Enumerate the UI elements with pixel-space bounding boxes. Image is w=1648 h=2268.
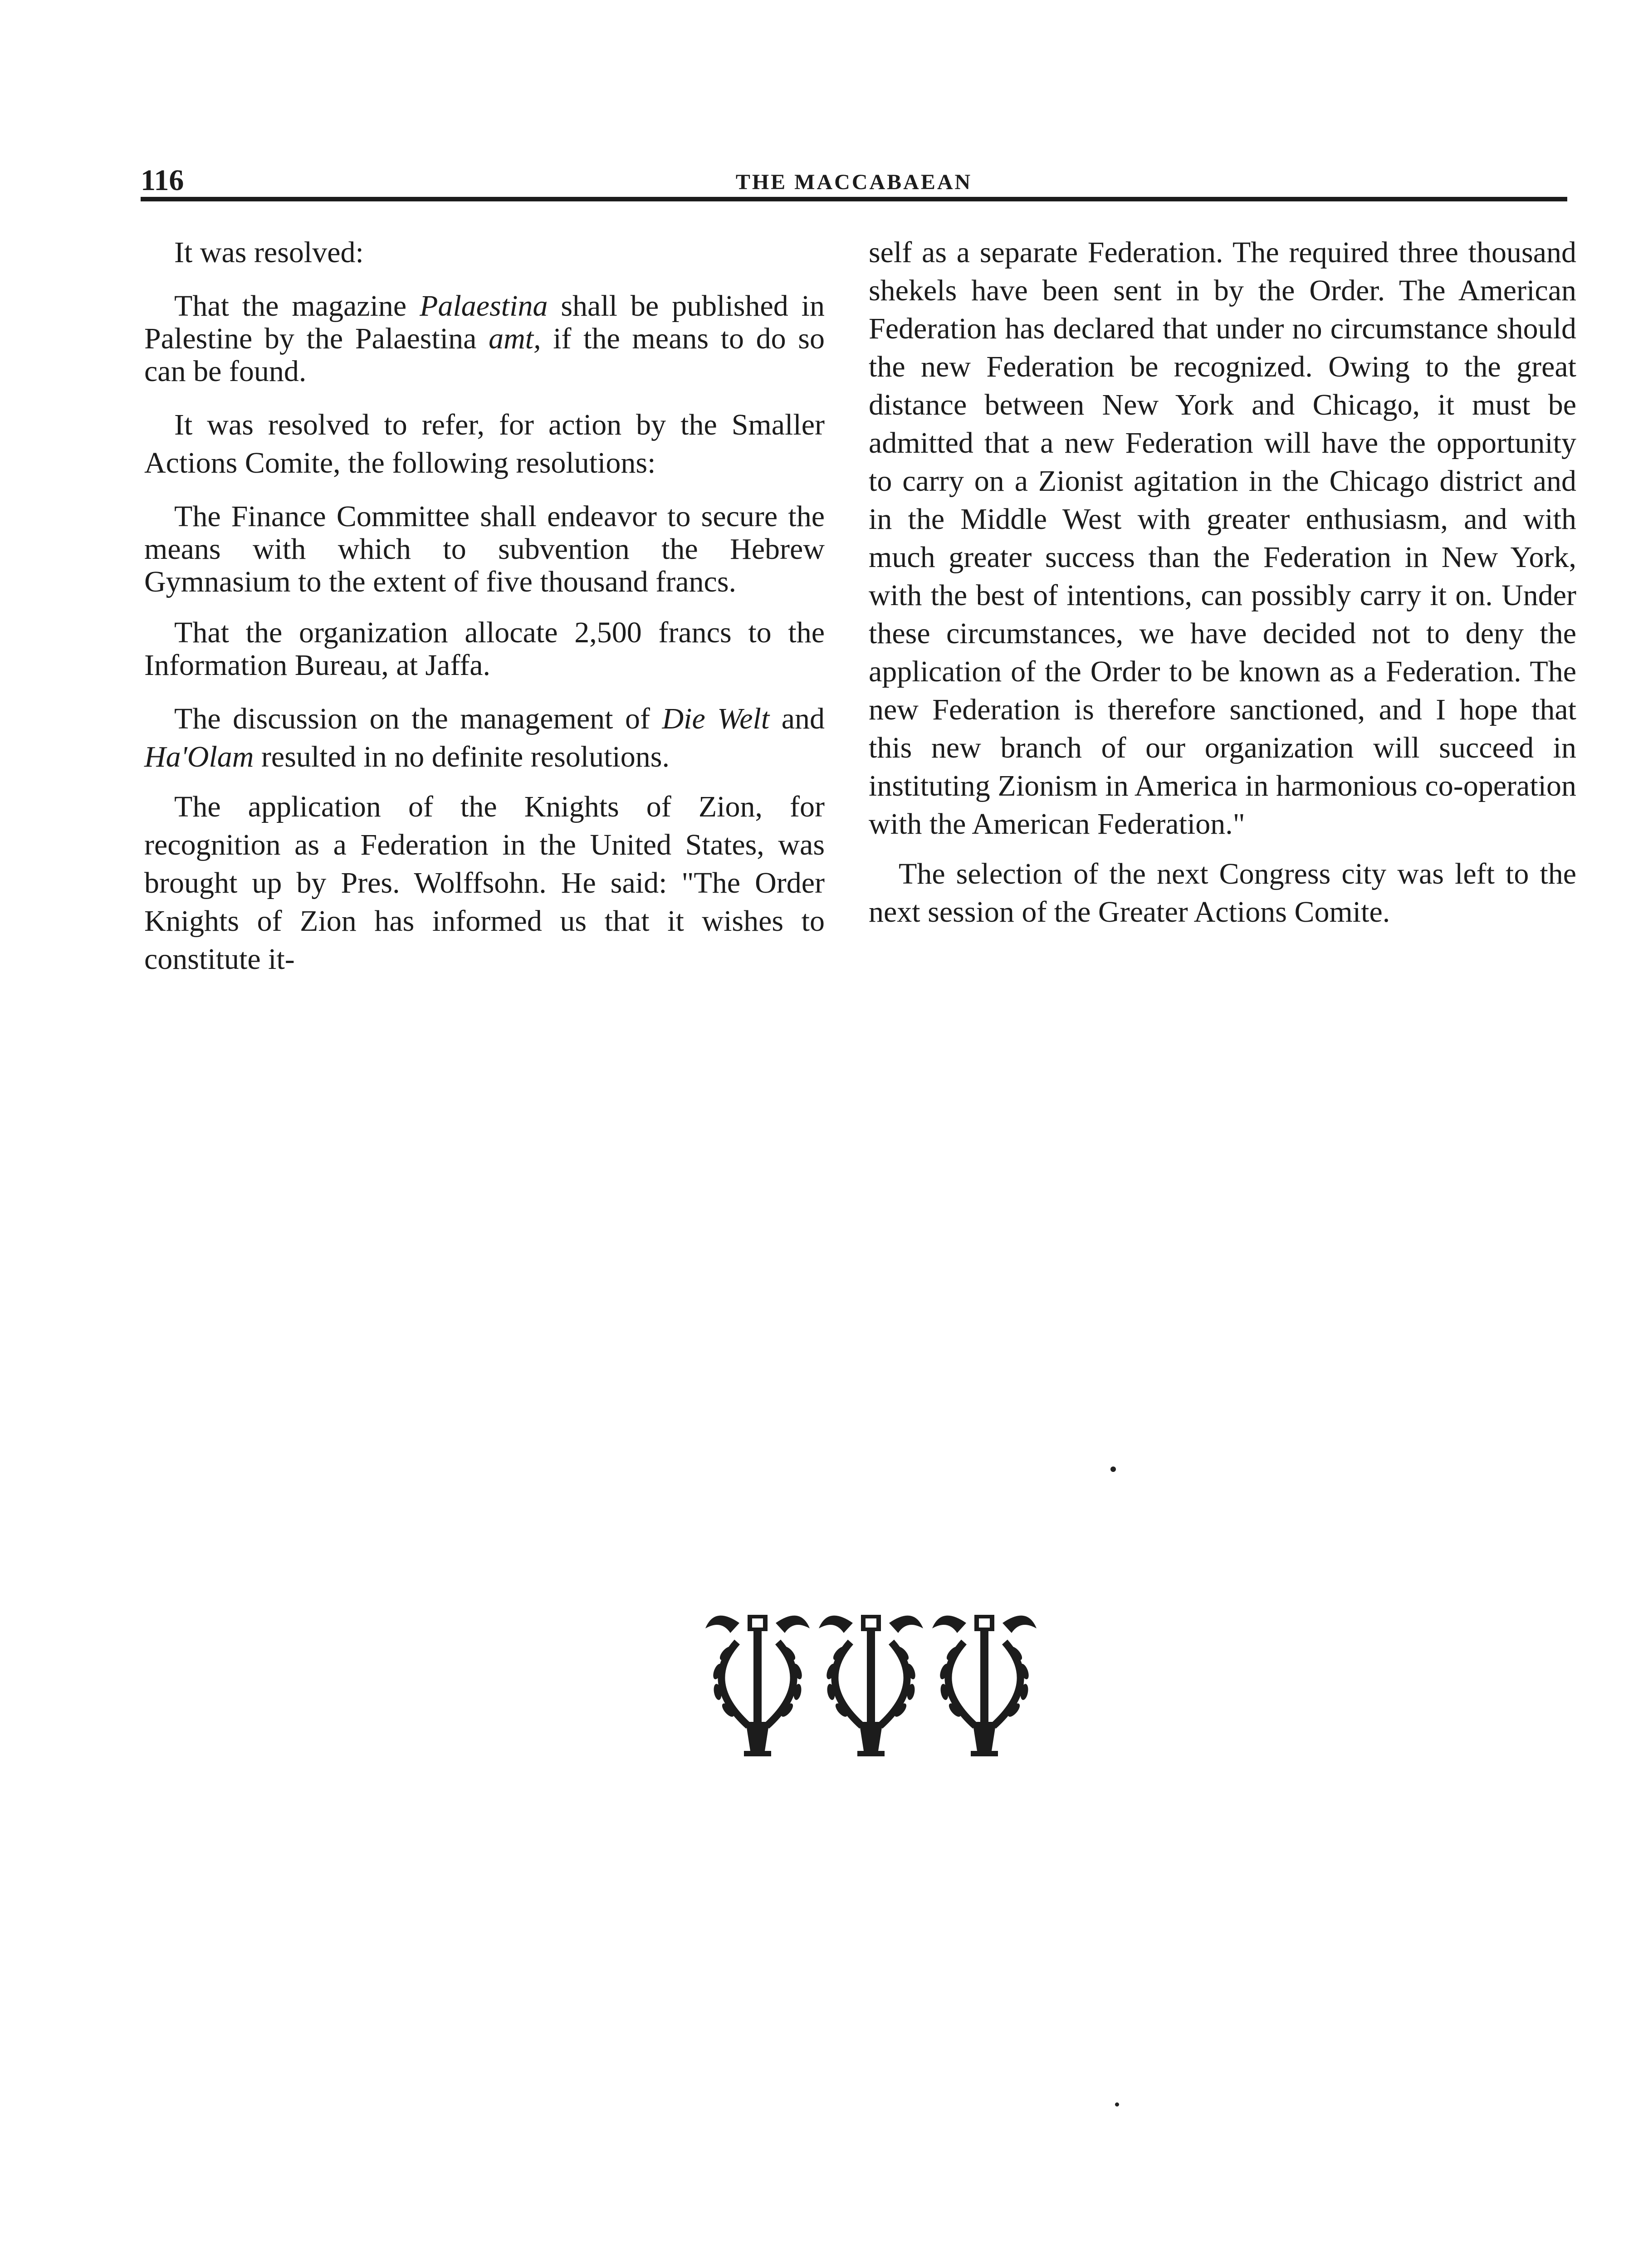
wreath-torch-ornament-icon [694,1606,1048,1765]
page-number: 116 [141,164,184,197]
running-title: THE MACCABAEAN [735,170,973,194]
paragraph-discussion: The discussion on the management of Die Welt and Ha'Olam resulted in no definite resolutions. [144,702,825,773]
title-haolam: Ha'Olam [144,740,254,773]
paragraph-resolved: It was resolved: [174,236,364,269]
paragraph-allocate: That the organization allocate 2,500 francs to the Information Bureau, at Jaffa. [144,616,825,682]
term-amt: amt, [489,322,541,355]
paragraph-congress-city: The selection of the next Congress city was left to the next session of the Greater Actions Comite. [869,857,1576,929]
paragraph-refer: It was resolved to refer, for action by the Smaller Actions Comite, the following resolutions: [144,408,825,479]
page-header [141,163,1567,200]
left-column [144,234,825,990]
paragraph-continuation: self as a separate Federation. The required three thousand shekels have been sent in by the Order. The American Federation has declared that under no circumstance should the new Federation be recognized. Owing to the great distance between New York and Chicago, it must be admitted that a new Federation will have the opportunity to carry on a Zionist agitation in the Chicago district and in the Middle West with greater enthusiasm, and with much greater success than the Federation in New York, with the best of intentions, can possibly carry it on. Under these circumstances, we have decided not to deny the application of the Order to be known as a Federation. The new Federation is therefore sanctioned, and I hope that this new branch of our organization will succeed in instituting Zionism in America in harmonious co-operation with the American Federation." [869,236,1576,841]
paragraph-palaestina: That the magazine Palaestina shall be published in Palestine by the Palaestina amt, if the means to do so can be found. [144,289,825,388]
header-rule [141,197,1567,201]
right-column [869,234,1576,943]
title-die-welt: Die Welt [662,702,770,735]
paragraph-knights: The application of the Knights of Zion, for recognition as a Federation in the United States, was brought up by Pres. Wolffsohn. He said: "The Order Knights of Zion has informed us that it wishes to constitute it- [144,790,825,976]
speck-mark [1115,2102,1119,2107]
speck-mark [1110,1466,1116,1472]
title-palaestina: Palaestina [420,289,548,323]
paragraph-finance: The Finance Committee shall endeavor to secure the means with which to subvention the Hebrew Gymnasium to the extent of five thousand francs. [144,500,825,598]
